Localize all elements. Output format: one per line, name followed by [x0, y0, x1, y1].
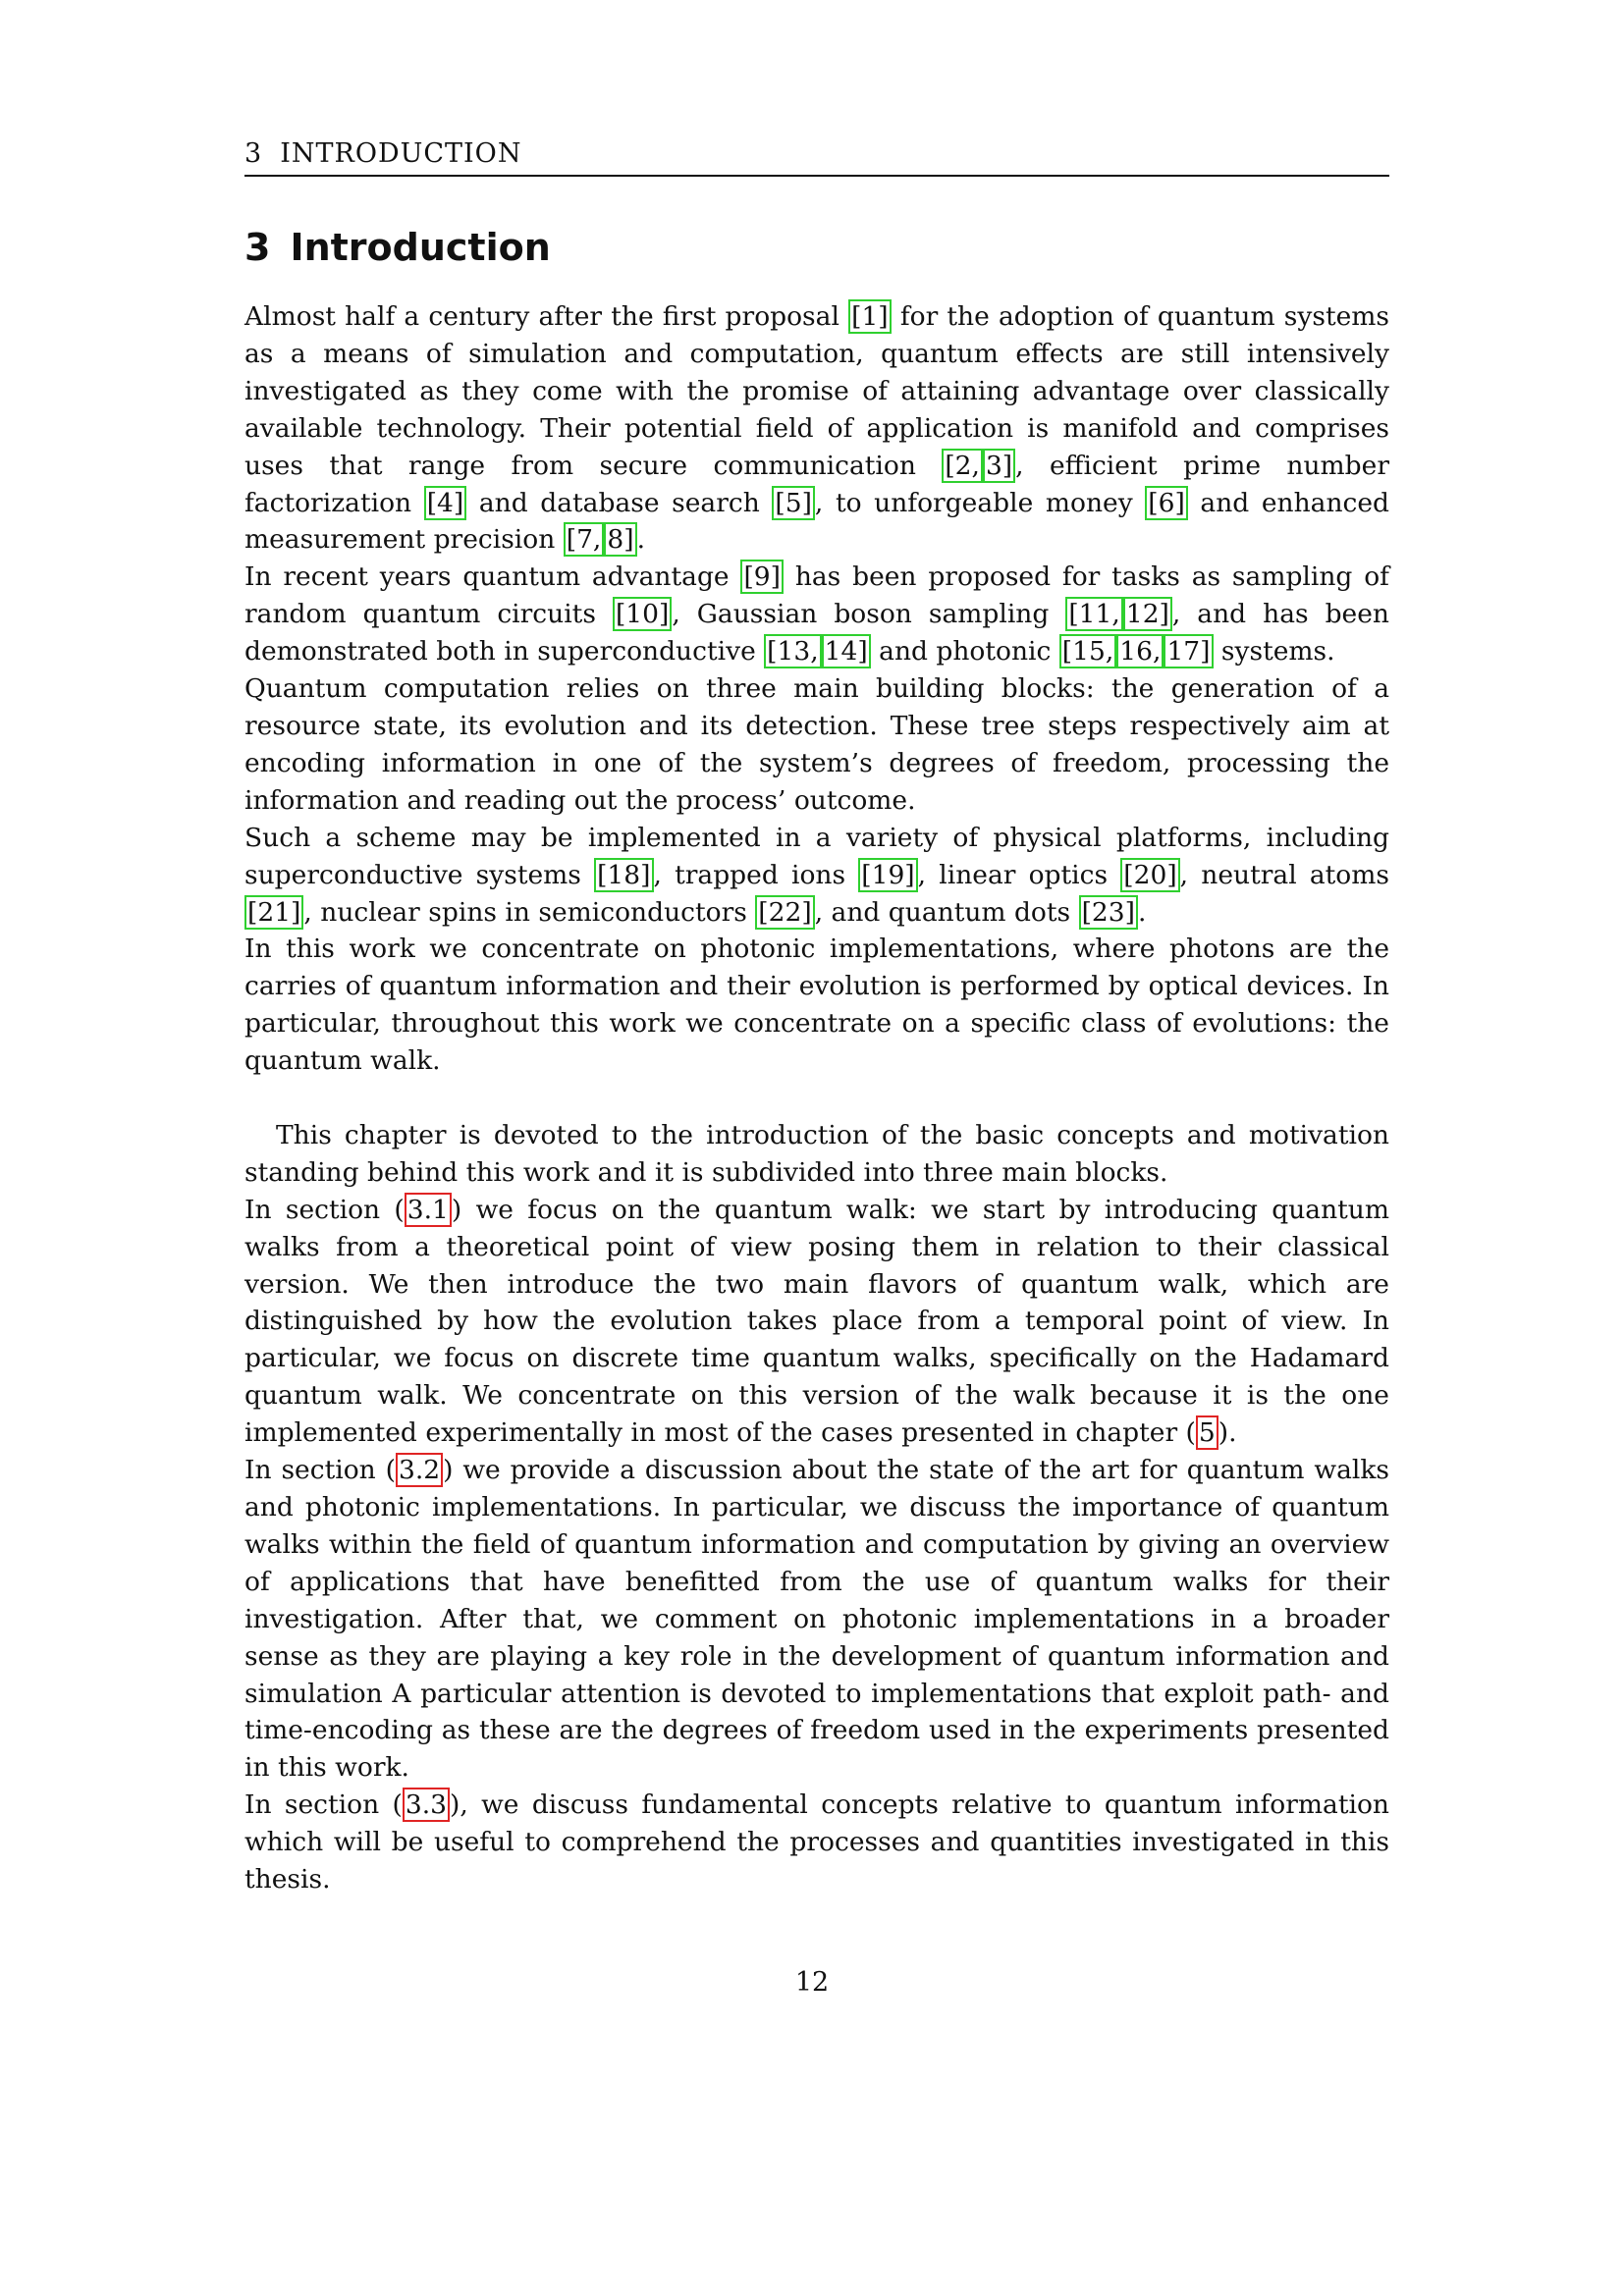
citation-link[interactable]: [10]	[613, 597, 672, 631]
paragraph-1	[244, 298, 1389, 559]
paragraph-9	[244, 1787, 1389, 1898]
citation-link[interactable]: [18]	[594, 858, 653, 892]
citation-link[interactable]: [5]	[772, 486, 815, 520]
text-run: , and quantum dots	[814, 896, 1079, 928]
text-run: and enhanced measurement precision	[244, 487, 1390, 556]
paragraph-3: Quantum computation relies on three main building blocks: the generation of a resource state, its evolution and its detection. These tree steps respectively aim at encoding information in one of the system’s degrees of freedom, processing the information and reading out the process’ outcome.	[244, 673, 1389, 816]
text-run: , efficient prime number factorization	[244, 450, 1389, 518]
text-run: systems.	[1213, 636, 1335, 667]
running-header-title: INTRODUCTION	[280, 138, 522, 169]
section-crossref-link[interactable]: 3.2	[396, 1453, 443, 1487]
text-run: In section (	[244, 1455, 396, 1486]
text-run: .	[1137, 896, 1147, 928]
text-run: , and has been demonstrated both in superconductive	[244, 599, 1389, 667]
citation-link[interactable]: 12]	[1123, 597, 1172, 631]
page-number: 12	[794, 1967, 830, 1998]
text-run: Almost half a century after the first proposal	[244, 301, 849, 332]
text-run: Such a scheme may be implemented in a variety of physical platforms, including superconductive systems	[244, 822, 1389, 890]
paragraph-spacer	[244, 1080, 1389, 1117]
citation-link[interactable]: [2,	[942, 449, 983, 483]
section-heading	[244, 222, 551, 273]
citation-link[interactable]: [6]	[1145, 486, 1188, 520]
text-run: ).	[1218, 1417, 1237, 1449]
text-run: and photonic	[870, 636, 1059, 667]
text-run: and database search	[466, 487, 773, 518]
text-run: has been proposed for tasks as sampling of random quantum circuits	[244, 561, 1389, 630]
paragraph-4	[244, 820, 1389, 932]
text-run: ) we provide a discussion about the state of the art for quantum walks and photonic implementations. In particular, we discuss the importance of quantum walks within the field of quantum information and computation by giving an overview of applications that have benefitted from the use of quantum walks for their investigation. After that, we comment on photonic implementations in a broader sense as they are playing a key role in the development of quantum information and simulation A particular attention is devoted to implementations that exploit path- and time-encoding as these are the degrees of freedom used in the experiments presented in this work.	[244, 1455, 1390, 1784]
paragraph-6: This chapter is devoted to the introduction of the basic concepts and motivation standing behind this work and it is subdivided into three main blocks.	[244, 1119, 1389, 1188]
citation-link[interactable]: [19]	[858, 858, 917, 892]
text-run: , nuclear spins in semiconductors	[303, 896, 756, 928]
citation-link[interactable]: [1]	[848, 299, 892, 334]
citation-link[interactable]: [23]	[1079, 895, 1138, 930]
text-run: , neutral atoms	[1179, 859, 1389, 890]
text-run: ), we discuss fundamental concepts relative to quantum information which will be useful to comprehend the processes and quantities investigated in this thesis.	[244, 1789, 1390, 1896]
paragraph-2	[244, 559, 1389, 670]
citation-link[interactable]: [7,	[564, 522, 605, 557]
citation-link[interactable]: 16,	[1116, 634, 1164, 668]
paragraph-5: In this work we concentrate on photonic implementations, where photons are the carries of quantum information and their evolution is performed by optical devices. In particular, throughout this work we concentrate on a specific class of evolutions: the quantum walk.	[244, 934, 1389, 1077]
body-text	[244, 298, 1389, 1898]
text-run: .	[636, 524, 645, 556]
citation-link[interactable]: [11,	[1065, 597, 1122, 631]
citation-link[interactable]: 8]	[604, 522, 636, 557]
running-header-number: 3	[244, 138, 263, 169]
paragraph-8	[244, 1452, 1389, 1787]
citation-link[interactable]: [20]	[1120, 858, 1179, 892]
citation-link[interactable]: 14]	[822, 634, 871, 668]
text-run: In section (	[244, 1789, 403, 1821]
citation-link[interactable]: [22]	[755, 895, 814, 930]
citation-link[interactable]: [21]	[244, 895, 303, 930]
citation-link[interactable]: 17]	[1164, 634, 1213, 668]
text-run: , linear optics	[917, 859, 1121, 890]
text-run: , trapped ions	[653, 859, 859, 890]
text-run: , to unforgeable money	[814, 487, 1146, 518]
text-run: In section (	[244, 1194, 405, 1225]
citation-link[interactable]: [15,	[1059, 634, 1116, 668]
text-run: ) we focus on the quantum walk: we start by introducing quantum walks from a theoretical point of view posing them in relation to their classical version. We then introduce the two main flavors of quantum walk, which are distinguished by how the evolution takes place from a temporal point of view. In particular, we focus on discrete time quantum walks, specifically on the Hadamard quantum walk. We concentrate on this version of the walk because it is the one implemented experimentally in most of the cases presented in chapter (	[244, 1194, 1389, 1449]
chapter-crossref-link[interactable]: 5	[1196, 1415, 1218, 1450]
section-number: 3	[244, 226, 271, 269]
text-run: , Gaussian boson sampling	[672, 599, 1066, 630]
section-crossref-link[interactable]: 3.1	[405, 1193, 452, 1227]
citation-link[interactable]: [13,	[764, 634, 821, 668]
text-run: for the adoption of quantum systems as a means of simulation and computation, quantum effects are still intensively investigated as they come with the promise of attaining advantage over classically available technology. Their potential field of application is manifold and comprises uses that range from secure communication	[244, 301, 1390, 481]
text-run: In recent years quantum advantage	[244, 561, 741, 593]
citation-link[interactable]: [9]	[740, 560, 784, 594]
section-crossref-link[interactable]: 3.3	[403, 1788, 450, 1822]
running-header	[244, 135, 1389, 177]
citation-link[interactable]: 3]	[983, 449, 1015, 483]
citation-link[interactable]: [4]	[424, 486, 467, 520]
section-title: Introduction	[290, 226, 551, 269]
paragraph-7	[244, 1192, 1389, 1452]
